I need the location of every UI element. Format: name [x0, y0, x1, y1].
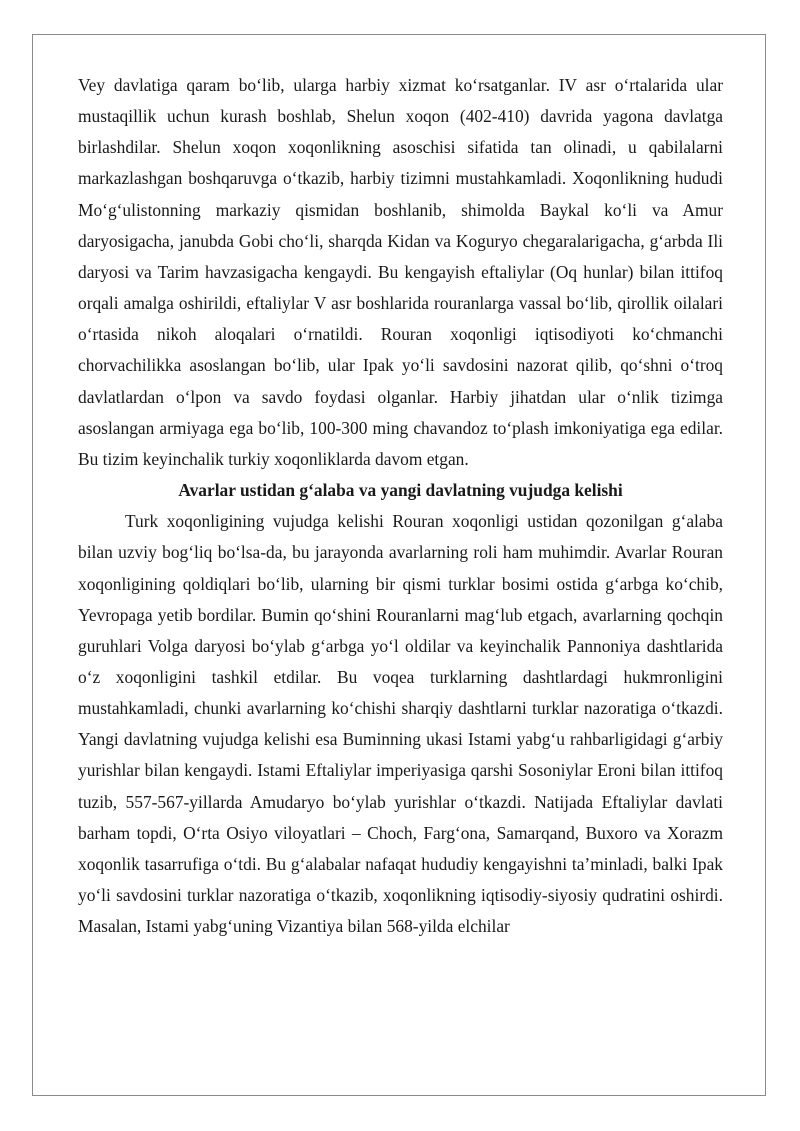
- paragraph-1: Vey davlatiga qaram bo‘lib, ularga harbiy xizmat ko‘rsatganlar. IV asr o‘rtalarida ular mustaqillik uchun kurash boshlab, Shelun xoqon (402-410) davrida yagona davlatga birlashdilar. Shelun xoqon xoqonlikning asoschisi sifatida tan olinadi, u qabilalarni markazlashgan boshqaruvga o‘tkazib, harbiy tizimni mustahkamladi. Xoqonlikning hududi Mo‘g‘ulistonning markaziy qismidan boshlanib, shimolda Baykal ko‘li va Amur daryosigacha, janubda Gobi cho‘li, sharqda Kidan va Koguryo chegaralarigacha, g‘arbda Ili daryosi va Tarim havzasigacha kengaydi. Bu kengayish eftaliylar (Oq hunlar) bilan ittifoq orqali amalga oshirildi, eftaliylar V asr boshlarida rouranlarga vassal bo‘lib, qirollik oilalari o‘rtasida nikoh aloqalari o‘rnatildi. Rouran xoqonligi iqtisodiyoti ko‘chmanchi chorvachilikka asoslangan bo‘lib, ular Ipak yo‘li savdosini nazorat qilib, qo‘shni o‘troq davlatlardan o‘lpon va savdo foydasi olganlar. Harbiy jihatdan ular o‘nlik tizimga asoslangan armiyaga ega bo‘lib, 100-300 ming chavandoz to‘plash imkoniyatiga ega edilar. Bu tizim keyinchalik turkiy xoqonliklarda davom etgan.: [78, 75, 723, 469]
- document-body: [78, 70, 723, 942]
- paragraph-2: Turk xoqonligining vujudga kelishi Rouran xoqonligi ustidan qozonilgan g‘alaba bilan uzviy bog‘liq bo‘lsa-da, bu jarayonda avarlarning roli ham muhimdir. Avarlar Rouran xoqonligining qoldiqlari bo‘lib, ularning bir qismi turklar bosimi ostida g‘arbga ko‘chib, Yevropaga yetib bordilar. Bumin qo‘shini Rouranlarni mag‘lub etgach, avarlarning qochqin guruhlari Volga daryosi bo‘ylab g‘arbga yo‘l oldilar va keyinchalik Pannoniya dashtlarida o‘z xoqonligini tashkil etdilar. Bu voqea turklarning dashtlardagi hukmronligini mustahkamladi, chunki avarlarning ko‘chishi sharqiy dashtlarni turklar nazoratiga o‘tkazdi. Yangi davlatning vujudga kelishi esa Buminning ukasi Istami yabg‘u rahbarligidagi g‘arbiy yurishlar bilan kengaydi. Istami Eftaliylar imperiyasiga qarshi Sosoniylar Eroni bilan ittifoq tuzib, 557-567-yillarda Amudaryo bo‘ylab yurishlar o‘tkazdi. Natijada Eftaliylar davlati barham topdi, O‘rta Osiyo viloyatlari – Choch, Farg‘ona, Samarqand, Buxoro va Xorazm xoqonlik tasarrufiga o‘tdi. Bu g‘alabalar nafaqat hududiy kengayishni ta’minladi, balki Ipak yo‘li savdosini turklar nazoratiga o‘tkazib, xoqonlikning iqtisodiy-siyosiy qudratini oshirdi. Masalan, Istami yabg‘uning Vizantiya bilan 568-yilda elchilar: [78, 511, 723, 937]
- section-heading: Avarlar ustidan g‘alaba va yangi davlatning vujudga kelishi: [178, 480, 623, 501]
